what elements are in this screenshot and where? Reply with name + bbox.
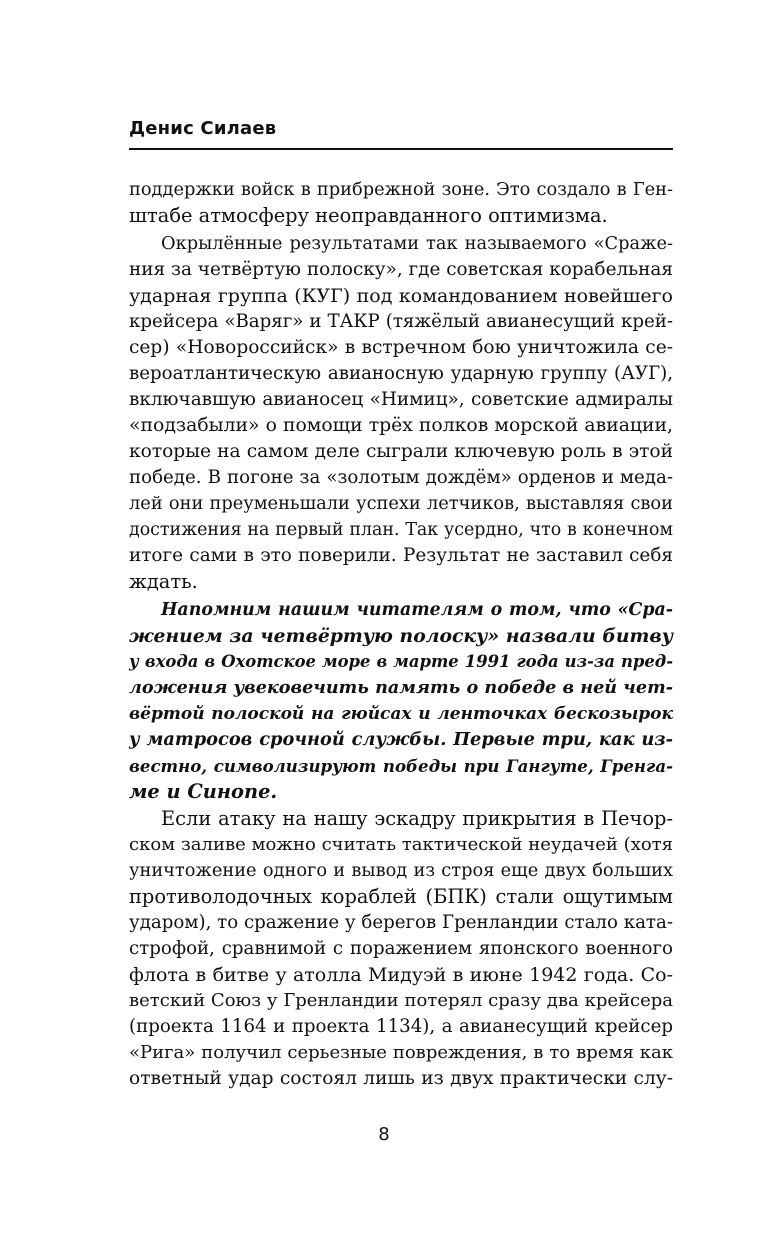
text-line: ждать. xyxy=(129,570,198,593)
emphasis-line: вёртой полоской на гюйсах и ленточках бескозырок xyxy=(129,704,673,724)
text-line: включавшую авианосец «Нимиц», советские адмиралы xyxy=(129,389,673,410)
text-line: победе. В погоне за «золотым дождём» орденов и меда- xyxy=(129,467,673,488)
text-line: ском заливе можно считать тактической неудачей (хотя xyxy=(129,834,673,855)
emphasis-line: у матросов срочной службы. Первые три, как из- xyxy=(129,729,673,750)
header-rule xyxy=(129,148,673,150)
text-line: ударом), то сражение у берегов Гренландии стало ката- xyxy=(129,912,673,933)
emphasis-line: ложения увековечить память о победе в ней чет- xyxy=(129,677,673,698)
text-line: штабе атмосферу неоправданного оптимизма. xyxy=(129,204,608,227)
emphasis-line: ме и Синопе. xyxy=(129,780,278,803)
text-line: «подзабыли» о помощи трёх полков морской авиации, xyxy=(129,415,673,436)
emphasis-line: Напомним нашим читателям о том, что «Сра- xyxy=(161,600,673,620)
running-header: Денис Силаев xyxy=(129,118,277,139)
text-line: сер) «Новороссийск» в встречном бою уничтожила се- xyxy=(129,337,673,358)
text-line: (проекта 1164 и проекта 1134), а авианесущий крейсер xyxy=(129,1016,673,1037)
page-number: 8 xyxy=(378,1124,390,1145)
text-line: уничтожение одного и вывод из строя еще двух больших xyxy=(129,860,673,881)
text-line: достижения на первый план. Так усердно, что в конечном xyxy=(129,520,673,540)
text-line: ния за четвёртую полоску», где советская корабельная xyxy=(129,259,673,280)
text-line: Окрылённые результатами так называемого «Сраже- xyxy=(161,233,673,254)
emphasis-line: жением за четвёртую полоску» назвали битву xyxy=(129,625,673,647)
text-line: «Рига» получил серьезные повреждения, в то время как xyxy=(129,1042,673,1063)
text-line: поддержки войск в прибрежной зоне. Это создало в Ген- xyxy=(129,179,673,200)
text-line: крейсера «Варяг» и ТАКР (тяжёлый авианесущий крей- xyxy=(129,311,673,332)
text-line: Если атаку на нашу эскадру прикрытия в Печор- xyxy=(161,807,673,830)
text-line: вероатлантическую авианосную ударную группу (АУГ), xyxy=(129,363,673,384)
emphasis-line: у входа в Охотское море в марте 1991 года из-за пред- xyxy=(129,652,673,671)
text-line: строфой, сравнимой с поражением японского военного xyxy=(129,938,673,959)
text-line: ветский Союз у Гренландии потерял сразу два крейсера xyxy=(129,990,673,1011)
emphasis-line: вестно, символизируют победы при Гангуте, Гренга- xyxy=(129,756,673,776)
text-line: итоге сами в это поверили. Результат не заставил себя xyxy=(129,545,673,566)
text-line: лей они преуменьшали успехи летчиков, выставляя свои xyxy=(129,493,673,514)
text-line: флота в битве у атолла Мидуэй в июне 1942 года. Со- xyxy=(129,964,673,986)
text-line: ударная группа (КУГ) под командованием новейшего xyxy=(129,285,673,307)
text-line: противолодочных кораблей (БПК) стали ощутимым xyxy=(129,885,673,908)
text-line: которые на самом деле сыграли ключевую роль в этой xyxy=(129,441,673,462)
text-line: ответный удар состоял лишь из двух практически слу- xyxy=(129,1068,673,1089)
